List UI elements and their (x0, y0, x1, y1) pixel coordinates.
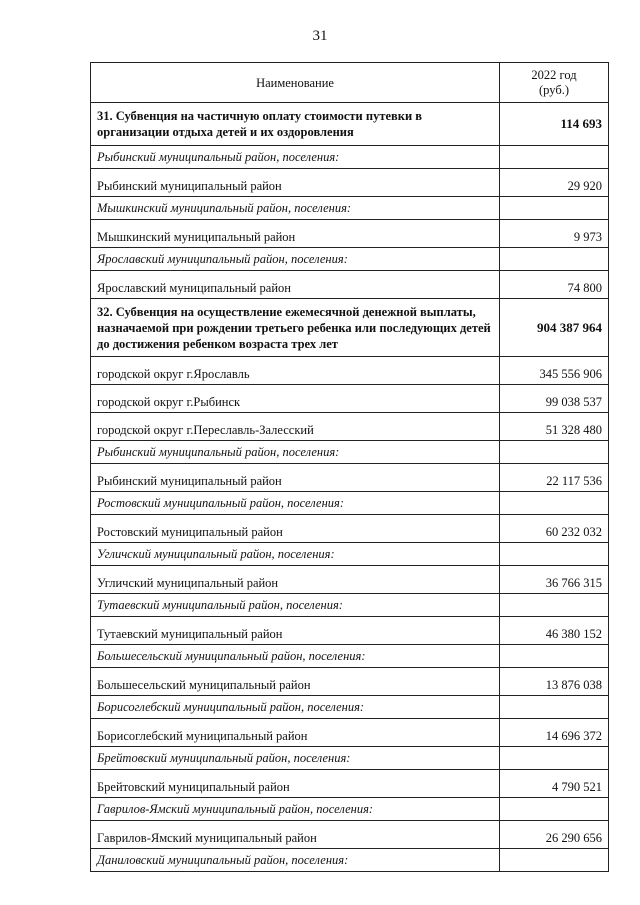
row-amount: 74 800 (500, 271, 609, 299)
row-name: Ярославский муниципальный район (91, 271, 500, 299)
row-name: Ростовский муниципальный район, поселения: (91, 492, 500, 515)
row-name: Большесельский муниципальный район (91, 668, 500, 696)
row-amount (500, 798, 609, 821)
row-amount (500, 747, 609, 770)
table-row-group (91, 594, 609, 617)
row-name: Большесельский муниципальный район, поселения: (91, 645, 500, 668)
row-name: Рыбинский муниципальный район, поселения: (91, 146, 500, 169)
row-name: Тутаевский муниципальный район, поселения: (91, 594, 500, 617)
table-row (91, 271, 609, 299)
table-row (91, 719, 609, 747)
row-amount: 13 876 038 (500, 668, 609, 696)
row-name: Рыбинский муниципальный район (91, 169, 500, 197)
row-name: Борисоглебский муниципальный район (91, 719, 500, 747)
table-row-group (91, 248, 609, 271)
table-row (91, 357, 609, 385)
table-row-group (91, 747, 609, 770)
table-row (91, 169, 609, 197)
row-name: Мышкинский муниципальный район, поселения: (91, 197, 500, 220)
table-header-row (91, 63, 609, 103)
table-row-group (91, 543, 609, 566)
row-name: Мышкинский муниципальный район (91, 220, 500, 248)
row-amount: 36 766 315 (500, 566, 609, 594)
row-name: Гаврилов-Ямский муниципальный район, поселения: (91, 798, 500, 821)
column-header-year: 2022 год (531, 67, 577, 82)
row-name: Рыбинский муниципальный район (91, 464, 500, 492)
table-row (91, 515, 609, 543)
row-name: Тутаевский муниципальный район (91, 617, 500, 645)
row-name: Угличский муниципальный район, поселения: (91, 543, 500, 566)
row-amount: 60 232 032 (500, 515, 609, 543)
column-header-amount (500, 63, 609, 103)
table-row (91, 220, 609, 248)
table-row-group (91, 441, 609, 464)
row-amount: 99 038 537 (500, 385, 609, 413)
table-row-group (91, 798, 609, 821)
table-row (91, 566, 609, 594)
table-row-group (91, 197, 609, 220)
table-row-group (91, 849, 609, 872)
row-name: городской округ г.Ярославль (91, 357, 500, 385)
row-amount (500, 543, 609, 566)
row-amount: 51 328 480 (500, 413, 609, 441)
row-name: Рыбинский муниципальный район, поселения: (91, 441, 500, 464)
row-amount: 345 556 906 (500, 357, 609, 385)
table-row (91, 464, 609, 492)
row-amount: 9 973 (500, 220, 609, 248)
row-amount: 4 790 521 (500, 770, 609, 798)
row-amount (500, 492, 609, 515)
row-amount (500, 849, 609, 872)
row-name: Даниловский муниципальный район, поселения: (91, 849, 500, 872)
table-body (91, 103, 609, 872)
row-amount: 26 290 656 (500, 821, 609, 849)
row-amount: 46 380 152 (500, 617, 609, 645)
row-amount: 14 696 372 (500, 719, 609, 747)
row-amount (500, 197, 609, 220)
column-header-unit: (руб.) (539, 82, 569, 97)
row-amount: 29 920 (500, 169, 609, 197)
table-row (91, 617, 609, 645)
table-row (91, 385, 609, 413)
table-row-group (91, 645, 609, 668)
table-row (91, 413, 609, 441)
row-amount (500, 146, 609, 169)
row-name: Ростовский муниципальный район (91, 515, 500, 543)
row-name: Ярославский муниципальный район, поселения: (91, 248, 500, 271)
row-amount: 22 117 536 (500, 464, 609, 492)
table-row-section (91, 299, 609, 357)
table-row-group (91, 696, 609, 719)
row-name: Борисоглебский муниципальный район, поселения: (91, 696, 500, 719)
table-row-group (91, 492, 609, 515)
table-row-section (91, 103, 609, 146)
row-name: Угличский муниципальный район (91, 566, 500, 594)
row-amount (500, 696, 609, 719)
row-name: Брейтовский муниципальный район (91, 770, 500, 798)
row-amount (500, 248, 609, 271)
page-number: 31 (312, 28, 328, 44)
table-row (91, 668, 609, 696)
row-amount (500, 441, 609, 464)
budget-table (90, 62, 609, 872)
row-amount (500, 594, 609, 617)
row-amount: 114 693 (500, 103, 609, 146)
column-header-name: Наименование (91, 63, 500, 103)
table-row (91, 821, 609, 849)
table-row (91, 770, 609, 798)
row-name: Брейтовский муниципальный район, поселения: (91, 747, 500, 770)
row-name: городской округ г.Переславль-Залесский (91, 413, 500, 441)
table-row-group (91, 146, 609, 169)
row-name: 32. Субвенция на осуществление ежемесячной денежной выплаты, назначаемой при рождении третьего ребенка или последующих детей до достижения ребенком возраста трех лет (91, 299, 500, 357)
row-amount: 904 387 964 (500, 299, 609, 357)
row-name: Гаврилов-Ямский муниципальный район (91, 821, 500, 849)
row-name: городской округ г.Рыбинск (91, 385, 500, 413)
row-name: 31. Субвенция на частичную оплату стоимости путевки в организации отдыха детей и их оздоровления (91, 103, 500, 146)
row-amount (500, 645, 609, 668)
